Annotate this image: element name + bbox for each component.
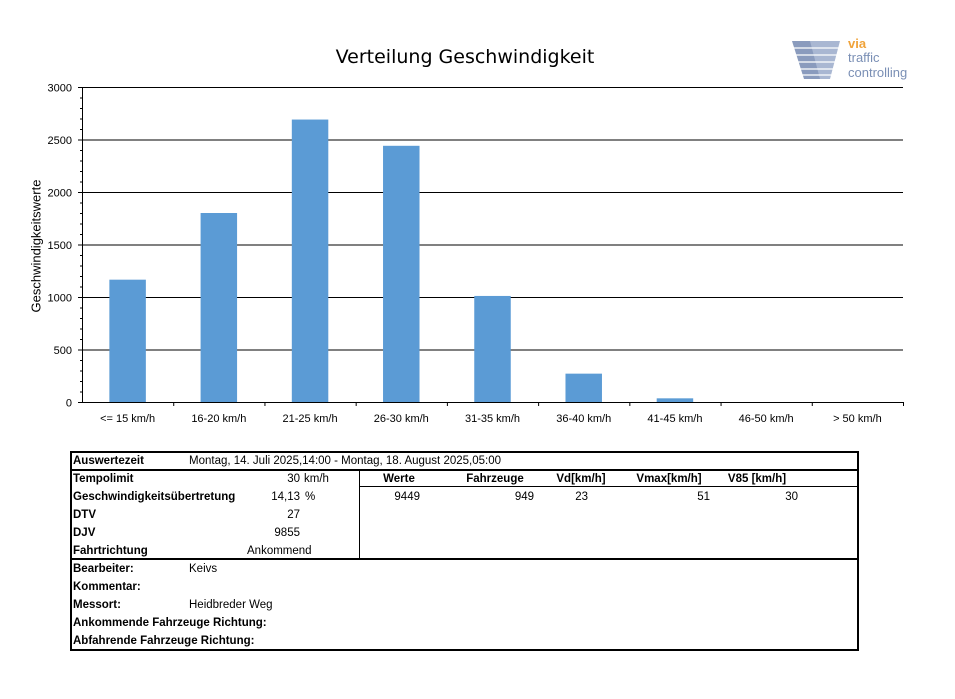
dtv-value: 27 bbox=[287, 509, 300, 521]
auswertezeit-value: Montag, 14. Juli 2025,14:00 - Montag, 18. August 2025,05:00 bbox=[189, 455, 502, 467]
x-tick-label: <= 15 km/h bbox=[100, 413, 156, 425]
y-axis-label: Geschwindigkeitswerte bbox=[28, 179, 44, 313]
x-tick-label: 46-50 km/h bbox=[738, 413, 794, 425]
y-tick-label: 1000 bbox=[47, 292, 72, 305]
stats-header-vd: Vd[km/h] bbox=[556, 473, 606, 485]
auswertezeit-label: Auswertezeit bbox=[73, 455, 144, 467]
bar bbox=[109, 280, 145, 402]
fahrtrichtung-label: Fahrtrichtung bbox=[73, 545, 148, 557]
djv-label: DJV bbox=[73, 527, 96, 539]
uebertretung-value: 14,13 bbox=[271, 491, 300, 503]
bearbeiter-value: Keivs bbox=[189, 563, 218, 575]
fahrtrichtung-value: Ankommend bbox=[247, 545, 312, 557]
stats-value-v85: 30 bbox=[785, 491, 798, 503]
tempolimit-value: 30 bbox=[287, 473, 300, 485]
bar bbox=[474, 296, 510, 402]
bar bbox=[383, 146, 419, 402]
tempolimit-label: Tempolimit bbox=[73, 473, 134, 485]
bar bbox=[657, 398, 693, 402]
stats-header-v85: V85 [km/h] bbox=[727, 473, 787, 485]
stats-header-fahrzeuge: Fahrzeuge bbox=[466, 473, 524, 485]
ankommend-label: Ankommende Fahrzeuge Richtung: bbox=[73, 617, 267, 629]
bar bbox=[292, 120, 328, 402]
x-tick-label: 31-35 km/h bbox=[464, 413, 521, 425]
divider bbox=[70, 558, 859, 560]
tempolimit-unit: km/h bbox=[304, 473, 329, 485]
stats-header-vmax: Vmax[km/h] bbox=[636, 473, 702, 485]
uebertretung-label: Geschwindigkeitsübertretung bbox=[73, 491, 236, 503]
divider bbox=[359, 470, 360, 559]
x-tick-label: 36-40 km/h bbox=[556, 413, 612, 425]
y-tick-label: 3000 bbox=[47, 82, 72, 95]
stats-header-werte: Werte bbox=[383, 473, 415, 485]
x-tick-label: 21-25 km/h bbox=[282, 413, 338, 425]
bar bbox=[565, 374, 601, 402]
chart-title: Verteilung Geschwindigkeit bbox=[335, 46, 595, 68]
x-tick-label: 16-20 km/h bbox=[191, 413, 247, 425]
logo-line2: controlling bbox=[848, 65, 908, 80]
y-tick-label: 1500 bbox=[47, 240, 72, 252]
uebertretung-unit: % bbox=[305, 491, 316, 503]
bar bbox=[201, 213, 237, 402]
stats-value-werte: 9449 bbox=[394, 491, 420, 503]
messort-label: Messort: bbox=[73, 599, 121, 611]
stats-value-vmax: 51 bbox=[697, 491, 710, 503]
stats-value-vd: 23 bbox=[575, 491, 588, 503]
stats-value-fahrzeuge: 949 bbox=[514, 491, 534, 503]
y-tick-label: 500 bbox=[53, 345, 72, 357]
logo-brand: via bbox=[848, 36, 867, 51]
logo-line1: traffic bbox=[848, 50, 880, 65]
abfahrend-label: Abfahrende Fahrzeuge Richtung: bbox=[73, 635, 255, 647]
y-tick-label: 2500 bbox=[47, 135, 72, 147]
x-tick-label: > 50 km/h bbox=[833, 413, 882, 425]
dtv-label: DTV bbox=[73, 509, 96, 521]
djv-value: 9855 bbox=[274, 527, 300, 539]
y-tick-label: 0 bbox=[65, 397, 72, 410]
y-tick-label: 2000 bbox=[47, 187, 72, 200]
messort-value: Heidbreder Weg bbox=[189, 599, 273, 611]
x-tick-label: 41-45 km/h bbox=[647, 413, 703, 425]
divider bbox=[70, 469, 859, 471]
bearbeiter-label: Bearbeiter: bbox=[73, 563, 134, 575]
x-tick-label: 26-30 km/h bbox=[373, 413, 429, 425]
divider bbox=[360, 486, 859, 487]
kommentar-label: Kommentar: bbox=[73, 581, 141, 593]
